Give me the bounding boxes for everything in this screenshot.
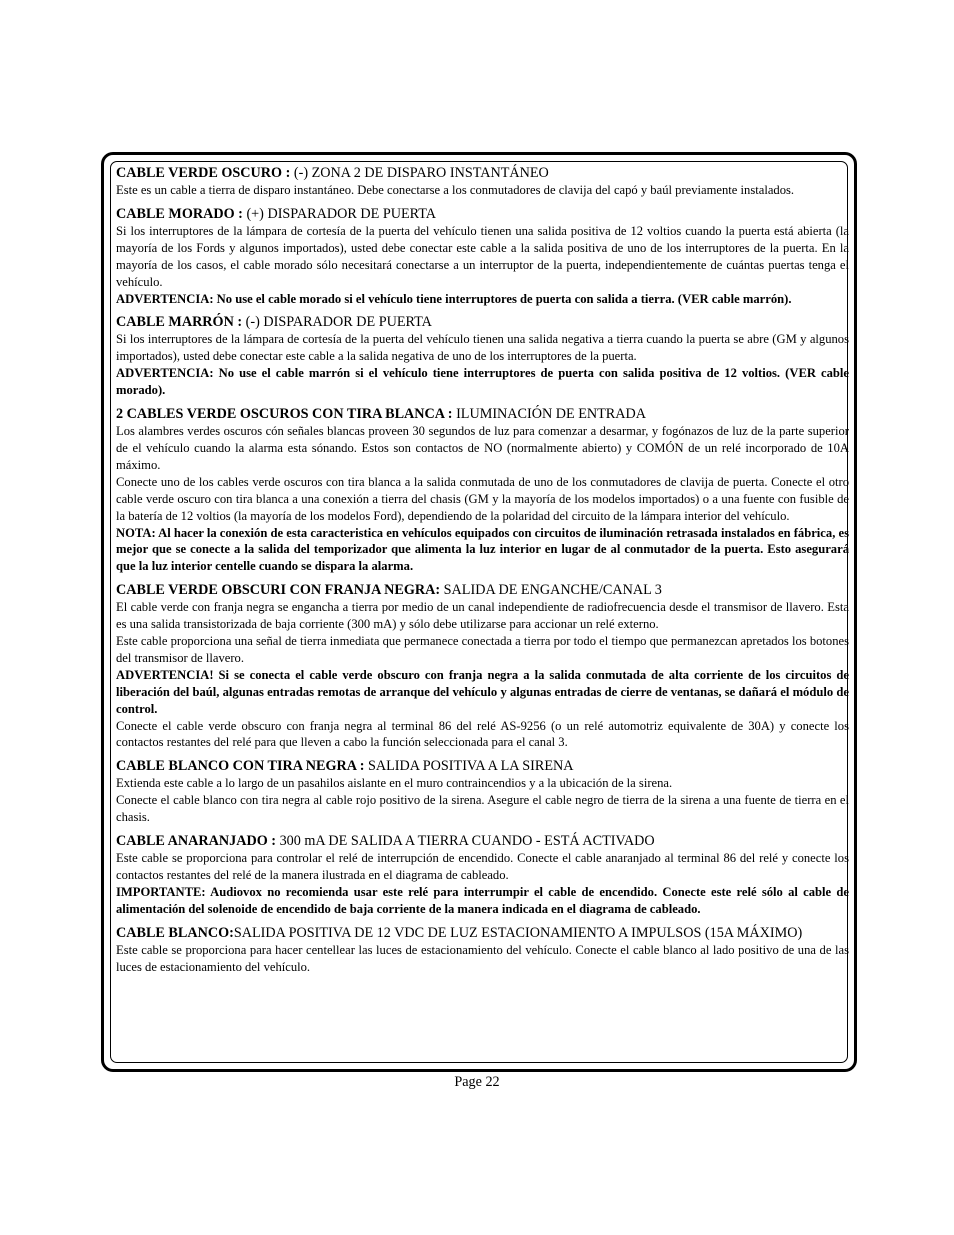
section-heading (116, 581, 849, 599)
section-heading (116, 757, 849, 775)
paragraph: Este cable se proporciona para controlar el relé de interrupción de encendido. Conecte el cable anaranjado al terminal 86 del relé y conecte los contactos restantes del relé de la manera ilustrada en el diagrama de cableado. (116, 851, 849, 882)
section-heading (116, 313, 849, 331)
heading-bold: CABLE BLANCO CON TIRA NEGRA : (116, 758, 365, 775)
section-heading (116, 164, 849, 182)
warning-paragraph: ADVERTENCIA: No use el cable morado si el vehículo tiene interruptores de puerta con salida a tierra. (VER cable marrón). (116, 291, 792, 306)
paragraph: Conecte uno de los cables verde oscuros con tira blanca a la salida conmutada de uno de los conmutadores de clavija de puerta. Conecte el otro cable verde oscuro con tira blanca a una conexión a tierra del chasis (GM y la mayoría de los modelos importados) o a una fuente con fusible de la batería de 12 voltios (la mayoría de los modelos Ford), dependiendo de la polaridad del circuito de la lámpara interior del vehículo. (116, 474, 849, 523)
section-cable-verde-franja-negra (116, 581, 849, 751)
heading-text: (+) DISPARADOR DE PUERTA (242, 205, 437, 222)
paragraph: Si los interruptores de la lámpara de cortesía de la puerta del vehículo tienen una salida positiva de 12 voltios cuando la puerta está abierta (la mayoría de los Fords y algunos importados), usted debe conectar este cable a la salida positiva de uno de los interruptores de la puerta. En la mayoría de los casos, el cable morado sólo necesitará conectarse a un interruptor de la puerta, independientemente de cuántas puertas tenga el vehículo. (116, 223, 849, 289)
heading-bold: CABLE ANARANJADO : (116, 833, 277, 850)
paragraph: Conecte el cable verde obscuro con franja negra al terminal 86 del relé AS-9256 (o un relé automotriz equivalente de 30A) y conecte los contactos restantes del relé para que lleven a cabo la función seleccionada para el canal 3. (116, 718, 849, 750)
heading-text: ILUMINACIÓN DE ENTRADA (452, 406, 646, 423)
paragraph: Los alambres verdes oscuros cón señales blancas proveen 30 segundos de luz para comenzar a desarmar, y fogónazos de luz de la parte superior de el vehículo cuando la alarma esta sónando. Estos son contactos de NO (normalmente abierto) y COMÓN de un relé incorporado de 10A máximo. (116, 424, 849, 472)
section-heading (116, 832, 849, 850)
paragraph: Conecte el cable blanco con tira negra al cable rojo positivo de la sirena. Asegure el cable negro de tierra de la sirena a una fuente de tierra en el chasis. (116, 793, 849, 825)
section-cable-marron (116, 313, 849, 399)
section-heading (116, 405, 849, 423)
paragraph: Este es un cable a tierra de disparo instantáneo. Debe conectarse a los conmutadores de clavija del capó y baúl previamente instalados. (116, 183, 795, 197)
heading-bold: CABLE VERDE OBSCURI CON FRANJA NEGRA: (116, 582, 441, 599)
heading-bold: CABLE VERDE OSCURO : (116, 165, 291, 181)
section-cable-morado (116, 205, 849, 308)
section-cable-verde-oscuro (116, 164, 849, 199)
page-number: Page 22 (454, 1074, 500, 1090)
heading-bold: CABLE BLANCO: (116, 924, 234, 941)
heading-bold: CABLE MORADO : (116, 205, 243, 222)
important-paragraph: IMPORTANTE: Audiovox no recomienda usar este relé para interrumpir el cable de encendido. Conecte este relé sólo al cable de alimentación del solenoide de encendido de baja corriente de la manera indicada en el diagrama de cableado. (116, 884, 849, 916)
document-body (116, 164, 849, 982)
section-heading (116, 924, 849, 942)
paragraph: Este cable proporciona una señal de tierra inmediata que permanece conectada a tierra por todo el tiempo que permanezcan apretados los botones del transmisor de llavero. (116, 634, 849, 665)
section-cables-verde-tira-blanca (116, 405, 849, 575)
heading-text: (-) DISPARADOR DE PUERTA (242, 314, 432, 331)
heading-text: SALIDA POSITIVA DE 12 VDC DE LUZ ESTACIONAMIENTO A IMPULSOS (15A MÁXIMO) (233, 924, 803, 941)
paragraph: Este cable se proporciona para hacer centellear las luces de estacionamiento del vehículo. Conecte el cable blanco al lado positivo de una de las luces de estacionamiento del vehículo. (116, 942, 849, 974)
warning-paragraph: ADVERTENCIA: No use el cable marrón si el vehículo tiene interruptores de puerta con salida positiva de 12 voltios. (VER cable morado). (116, 366, 849, 398)
paragraph: Extienda este cable a lo largo de un pasahilos aislante en el muro contraincendios y a la ubicación de la sirena. (116, 776, 673, 791)
heading-text: (-) ZONA 2 DE DISPARO INSTANTÁNEO (290, 165, 549, 181)
section-cable-blanco (116, 924, 849, 976)
paragraph: Si los interruptores de la lámpara de cortesía de la puerta del vehículo tienen una salida negativa a tierra cuando la puerta se abre (GM y algunos importados), usted debe conectar este cable a la salida negativa de uno de los interruptores de la puerta. (116, 332, 849, 364)
note-paragraph: NOTA: Al hacer la conexión de esta caracteristica en vehículos equipados con circuitos de iluminación retrasada instalados en fábrica, es mejor que se conecte a la salida del temporizador que alimenta la luz interior en lugar de al conmutador de la puerta. Esto asegurará que la luz interior centelle cuando se dispara la alarma. (116, 525, 849, 574)
heading-text: SALIDA POSITIVA A LA SIRENA (364, 758, 574, 775)
section-heading (116, 205, 849, 223)
heading-text: SALIDA DE ENGANCHE/CANAL 3 (440, 582, 662, 599)
warning-paragraph: ADVERTENCIA! Si se conecta el cable verde obscuro con franja negra a la salida conmutada de alta corriente de los circuitos de liberación del baúl, algunas entradas remotas de arranque del vehículo y algunas entradas de cierre de ventanas, se dañará el módulo de control. (116, 667, 849, 716)
heading-bold: 2 CABLES VERDE OSCUROS CON TIRA BLANCA : (116, 406, 453, 423)
section-cable-anaranjado (116, 832, 849, 918)
heading-bold: CABLE MARRÓN : (116, 314, 243, 331)
paragraph: El cable verde con franja negra se engancha a tierra por medio de un canal independiente de radiofrecuencia desde el transmisor de llavero. Esta es una salida transistorizada de baja corriente (300 mA) y sólo debe utilizarse para accionar un relé externo. (116, 600, 849, 632)
heading-text: 300 mA DE SALIDA A TIERRA CUANDO - ESTÁ ACTIVADO (276, 833, 655, 850)
section-cable-blanco-tira-negra (116, 757, 849, 826)
